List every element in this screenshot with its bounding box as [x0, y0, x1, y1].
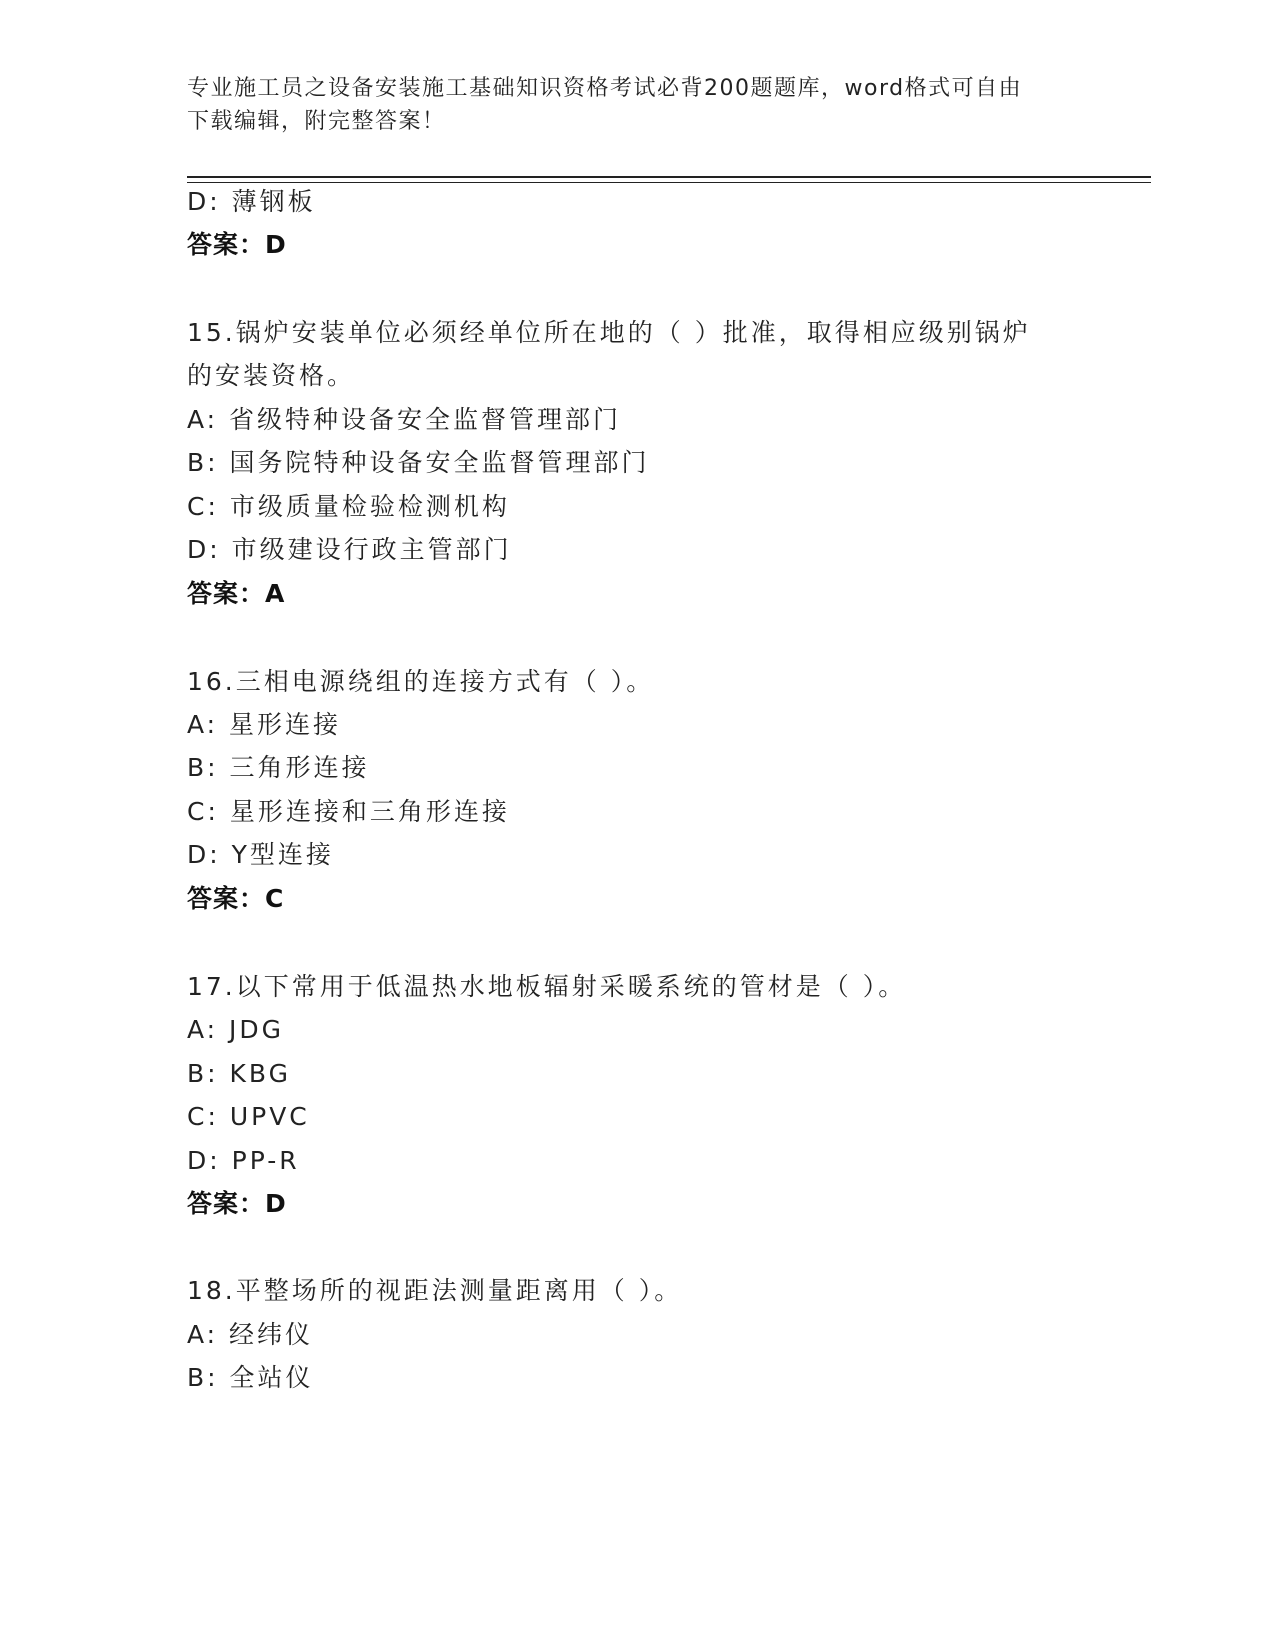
q15-option-a: A: 省级特种设备安全监督管理部门: [187, 405, 622, 434]
q15-stem-line-2: 的安装资格。: [187, 361, 356, 390]
q18-option-a: A: 经纬仪: [187, 1320, 314, 1349]
q16-option-b: B: 三角形连接: [187, 753, 370, 782]
q16-option-d: D: Y型连接: [187, 840, 334, 869]
q15-option-c: C: 市级质量检验检测机构: [187, 492, 510, 521]
header-divider-thin: [187, 182, 1151, 183]
q16-stem: 16.三相电源绕组的连接方式有（ ）。: [187, 667, 655, 696]
q14-option-d: D: 薄钢板: [187, 187, 316, 216]
q18-stem: 18.平整场所的视距法测量距离用（ ）。: [187, 1276, 683, 1305]
q15-stem-line-1: 15.锅炉安装单位必须经单位所在地的（ ）批准，取得相应级别锅炉: [187, 318, 1031, 347]
q17-option-b: B: KBG: [187, 1059, 291, 1088]
q17-answer: 答案：D: [187, 1189, 287, 1218]
q16-option-c: C: 星形连接和三角形连接: [187, 797, 510, 826]
q17-option-c: C: UPVC: [187, 1102, 310, 1131]
q14-answer: 答案：D: [187, 230, 287, 259]
q15-option-b: B: 国务院特种设备安全监督管理部门: [187, 448, 650, 477]
document-header: [187, 72, 1067, 138]
q18-option-b: B: 全站仪: [187, 1363, 314, 1392]
q17-option-d: D: PP-R: [187, 1146, 300, 1175]
header-line-2: 下载编辑，附完整答案！: [187, 109, 446, 134]
header-divider-thick: [187, 176, 1151, 178]
q16-answer: 答案：C: [187, 884, 285, 913]
q17-stem: 17.以下常用于低温热水地板辐射采暖系统的管材是（ ）。: [187, 972, 907, 1001]
q15-option-d: D: 市级建设行政主管部门: [187, 535, 512, 564]
q16-option-a: A: 星形连接: [187, 710, 342, 739]
header-line-1: 专业施工员之设备安装施工基础知识资格考试必背200题题库，word格式可自由: [187, 76, 1023, 101]
q15-answer: 答案：A: [187, 579, 286, 608]
q17-option-a: A: JDG: [187, 1015, 285, 1044]
